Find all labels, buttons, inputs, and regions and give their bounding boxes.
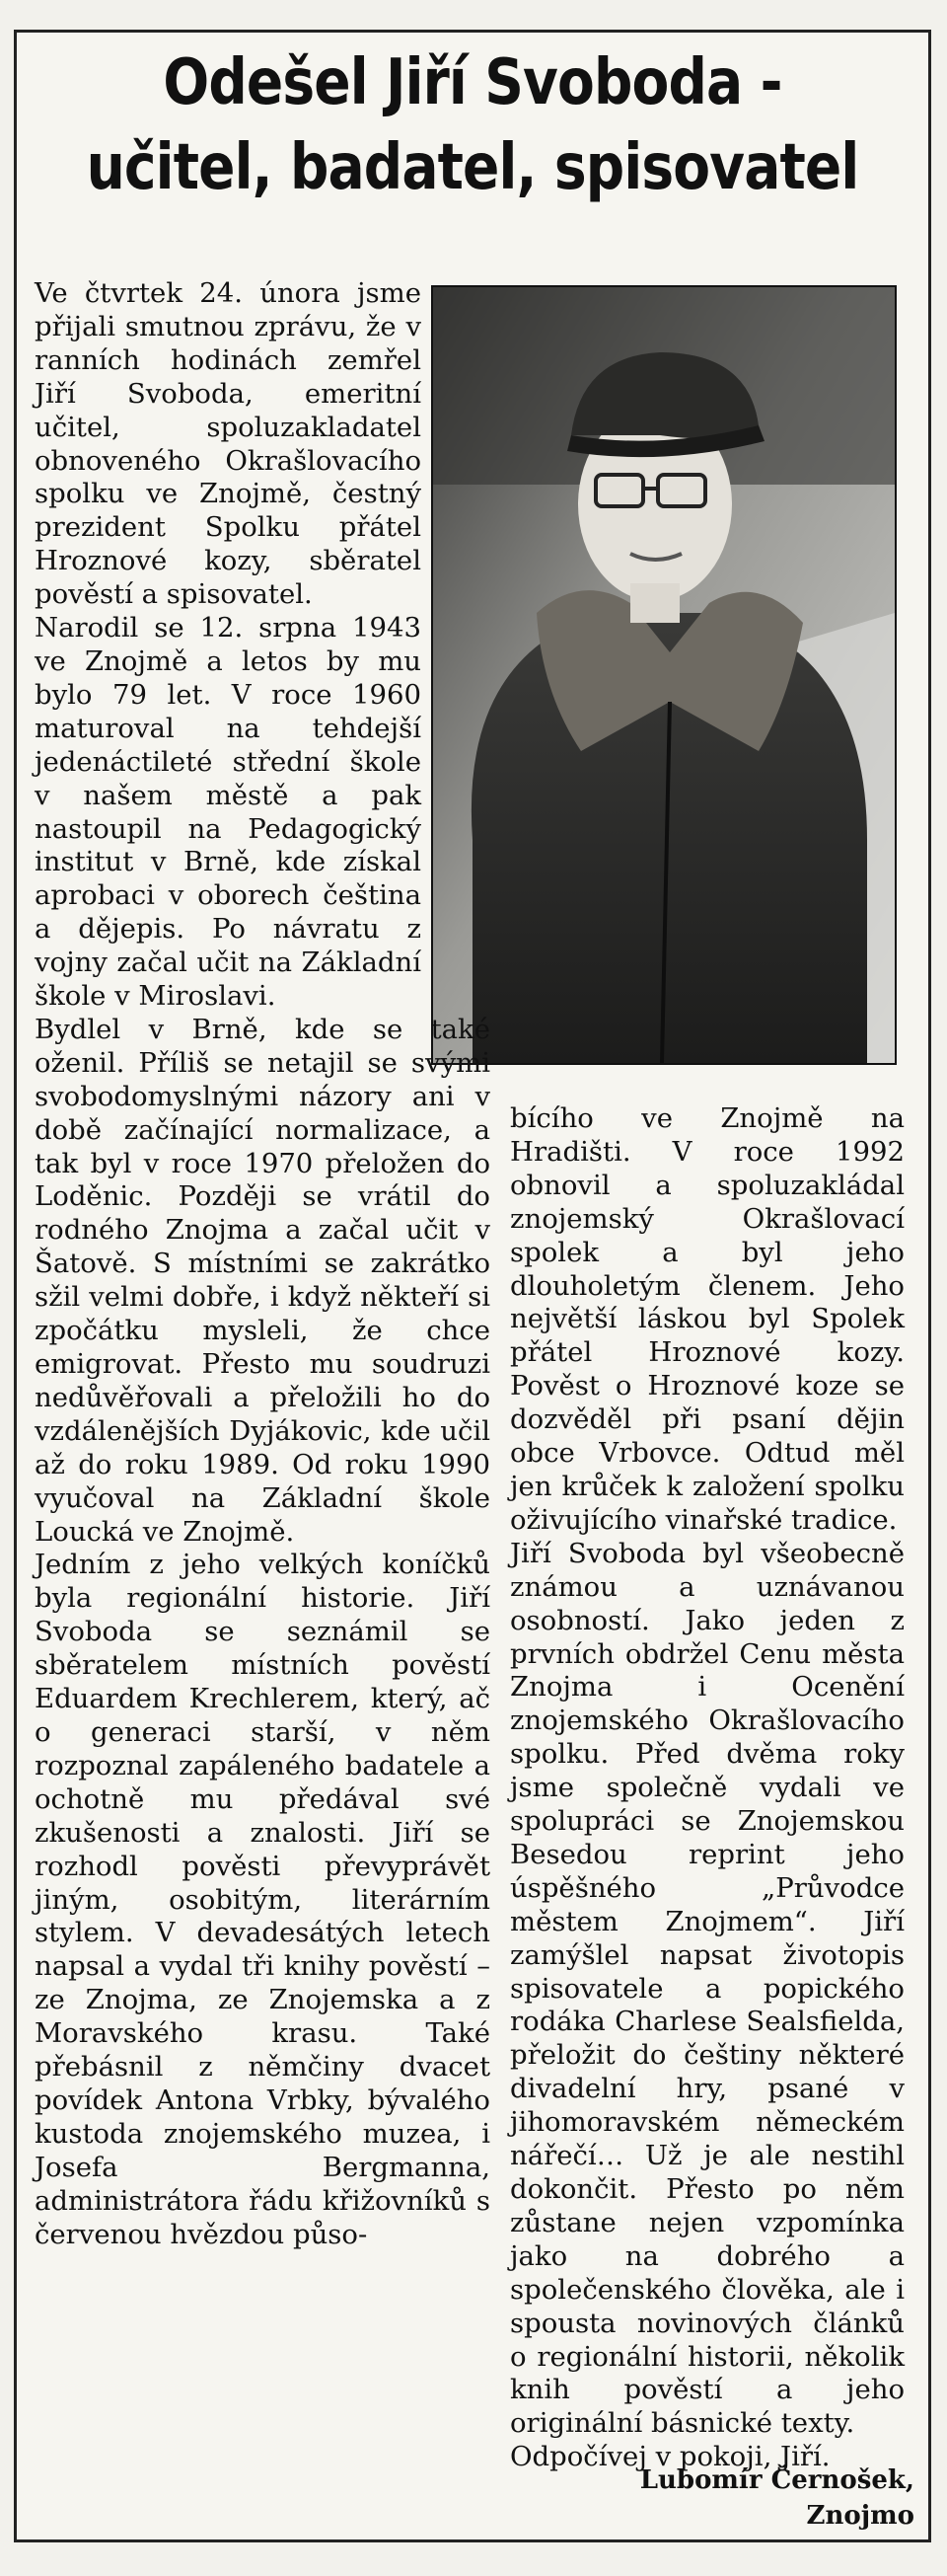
article-frame	[14, 30, 931, 2542]
paragraph-biography: Narodil se 12. srpna 1943 ve Znojmě a letos by mu bylo 79 let. V roce 1960 maturoval na tehdejší jedenáctileté střední škole v našem městě a pak nastoupil na Pedagogický institut v Brně, kde získal aprobaci v oborech čeština a dějepis. Po návratu z vojny začal učit na Základní škole v Miroslavi.	[35, 612, 421, 1013]
right-column	[510, 1102, 905, 2474]
portrait-photo-image	[433, 287, 895, 1063]
headline-line-1: Odešel Jiří Svoboda -	[163, 46, 782, 119]
author-location: Znojmo	[806, 2501, 914, 2531]
left-column	[35, 277, 490, 2251]
paragraph-farewell: Odpočívej v pokoji, Jiří.	[510, 2441, 831, 2473]
paragraph-legacy: Jiří Svoboda byl všeobecně známou a uznávanou osobností. Jako jeden z prvních obdržel Cenu města Znojma i Ocenění znojemského Okrašlovacího spolku. Před dvěma roky jsme společně vydali ve spolupráci se Znojemskou Besedou reprint jeho úspěšného „Průvodce městem Znojmem“. Jiří zamýšlel napsat životopis spisovatele a popického rodáka Charlese Sealsfielda, přeložit do češtiny některé divadelní hry, psané v jihomoravském německém nářečí… Už je ale nestihl dokončit. Přesto po něm zůstane nejen vzpomínka jako na dobrého a společenského člověka, ale i spousta novinových článků o regionální historii, několik knih pověstí a jeho originální básnické texty.	[510, 1537, 905, 2440]
headline-line-2: učitel, badatel, spisovatel	[86, 131, 859, 204]
paragraph-career: Bydlel v Brně, kde se také oženil. Příliš se netajil se svými svobodomyslnými názory ani v době začínající normalizace, a tak byl v roce 1970 přeložen do Loděnic. Později se vrátil do rodného Znojma a začal učit v Šatově. S místními se zakrátko sžil velmi dobře, i když někteří si zpočátku mysleli, že chce emigrovat. Přesto mu soudruzi nedůvěřovali a přeložili ho do vzdálenějších Dyjákovic, kde učil až do roku 1989. Od roku 1990 vyučoval na Základní škole Loucká ve Znojmě.	[35, 1013, 490, 1548]
paragraph-history: Jedním z jeho velkých koníčků byla regionální historie. Jiří Svoboda se seznámil se sběratelem místních pověstí Eduardem Krechlerem, který, ač o generaci starší, v něm rozpoznal zapáleného badatele a ochotně mu předával své zkušenosti a znalosti. Jiří se rozhodl pověsti převyprávět jiným, osobitým, literárním stylem. V devadesátých letech napsal a vydal tři knihy pověstí – ze Znojma, ze Znojemska a z Moravského krasu. Také přebásnil z němčiny dvacet povídek Antona Vrbky, bývalého kustoda znojemského muzea, i Josefa Bergmanna, administrátora řádu křižovníků s červenou hvězdou půso-	[35, 1549, 490, 2250]
author-name: Lubomír Černošek,	[639, 2465, 914, 2495]
paragraph-society: bícího ve Znojmě na Hradišti. V roce 1992 obnovil a spoluzakládal znojemský Okrašlovací spolek a byl jeho dlouholetým členem. Jeho největší láskou byl Spolek přátel Hroznové kozy. Pověst o Hroznové koze se dozvěděl při psaní dějin obce Vrbovce. Odtud měl jen krůček k založení spolku oživujícího vinařské tradice.	[510, 1102, 905, 1536]
article-headline	[81, 40, 865, 210]
author-signature	[520, 2462, 914, 2534]
paragraph-intro: Ve čtvrtek 24. února jsme přijali smutnou zprávu, že v ranních hodinách zemřel Jiří Svoboda, emeritní učitel, spoluzakladatel obnoveného Okrašlovacího spolku ve Znojmě, čestný prezident Spolku přátel Hroznové kozy, sběratel pověstí a spisovatel.	[35, 277, 421, 611]
portrait-photo	[431, 285, 897, 1065]
